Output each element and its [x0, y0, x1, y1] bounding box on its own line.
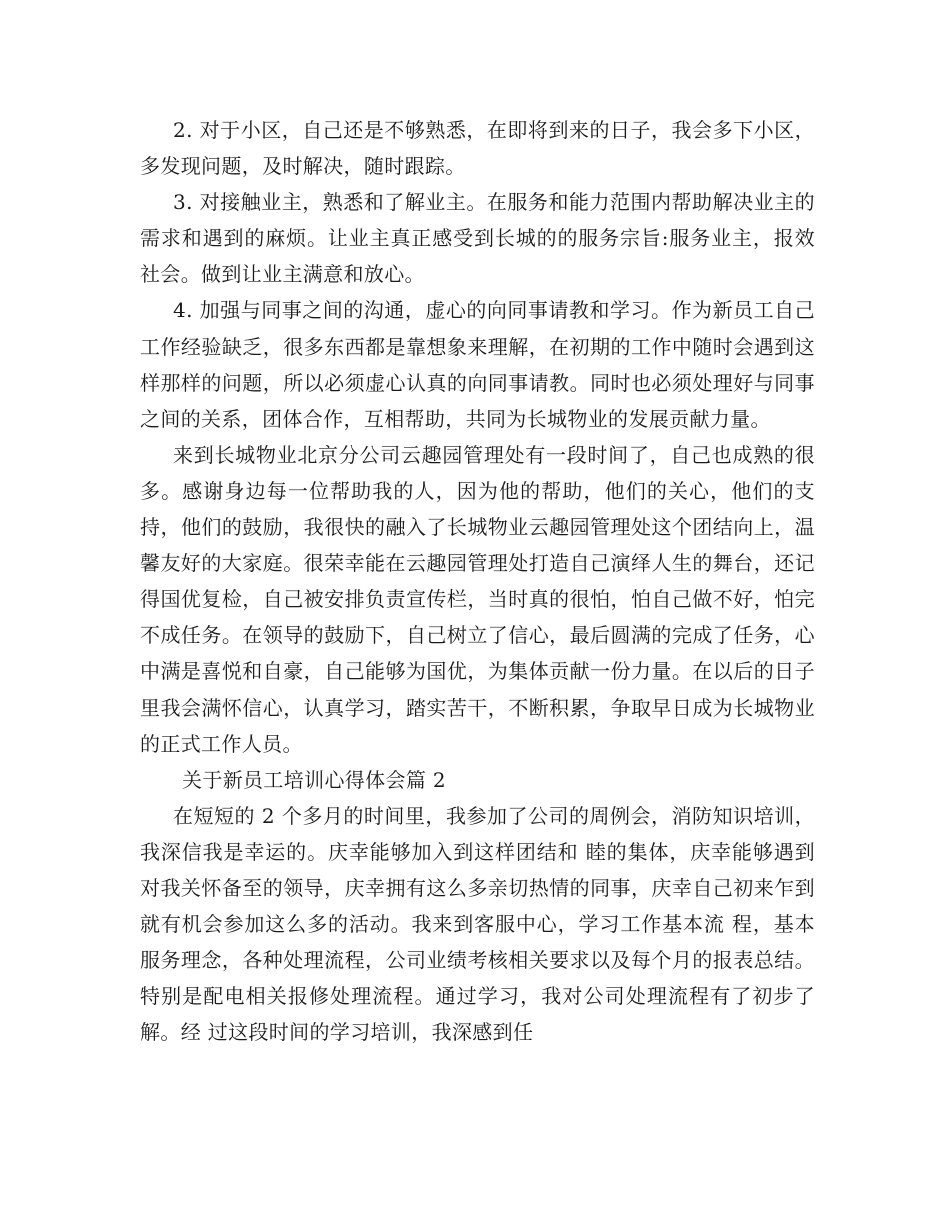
paragraph-item-2: 2. 对于小区，自己还是不够熟悉，在即将到来的日子，我会多下小区，多发现问题，及时解决，随时跟踪。 [140, 118, 815, 179]
paragraph-section-2-intro: 在短短的 2 个多月的时间里，我参加了公司的周例会，消防知识培训，我深信我是幸运的。庆幸能够加入到这样团结和 睦的集体，庆幸能够遇到对我关怀备至的领导，庆幸拥有这么多亲切热情的同事，庆幸自己初来乍到就有机会参加这么多的活动。我来到客服中心，学习工作基本流 程，基本服务理念，各种处理流程，公司业绩考核相关要求以及每个月的报表总结。特别是配电相关报修处理流程。通过学习，我对公司处理流程有了初步了解。经 过这段时间的学习培训，我深感到任 [140, 803, 815, 1045]
paragraph-reflection: 来到长城物业北京分公司云趣园管理处有一段时间了，自己也成熟的很多。感谢身边每一位帮助我的人，因为他的帮助，他们的关心，他们的支持，他们的鼓励，我很快的融入了长城物业云趣园管理处这个团结向上，温馨友好的大家庭。很荣幸能在云趣园管理处打造自己演绎人生的舞台，还记得国优复检，自己被安排负责宣传栏，当时真的很怕，怕自己做不好，怕完不成任务。在领导的鼓励下，自己树立了信心，最后圆满的完成了任务，心中满是喜悦和自豪，自己能够为国优，为集体贡献一份力量。在以后的日子里我会满怀信心，认真学习，踏实苦干，不断积累，争取早日成为长城物业的正式工作人员。 [140, 442, 815, 756]
section-heading: 关于新员工培训心得体会篇 2 [182, 767, 446, 792]
paragraph-item-3: 3. 对接触业主，熟悉和了解业主。在服务和能力范围内帮助解决业主的需求和遇到的麻烦。让业主真正感受到长城的的服务宗旨:服务业主，报效社会。做到让业主满意和放心。 [140, 190, 815, 287]
document-body [140, 112, 815, 1050]
paragraph-item-4: 4. 加强与同事之间的沟通，虚心的向同事请教和学习。作为新员工自己工作经验缺乏，很多东西都是靠想象来理解，在初期的工作中随时会遇到这样那样的问题，所以必须虚心认真的向同事请教。同时也必须处理好与同事之间的关系，团体合作，互相帮助，共同为长城物业的发展贡献力量。 [140, 298, 815, 431]
